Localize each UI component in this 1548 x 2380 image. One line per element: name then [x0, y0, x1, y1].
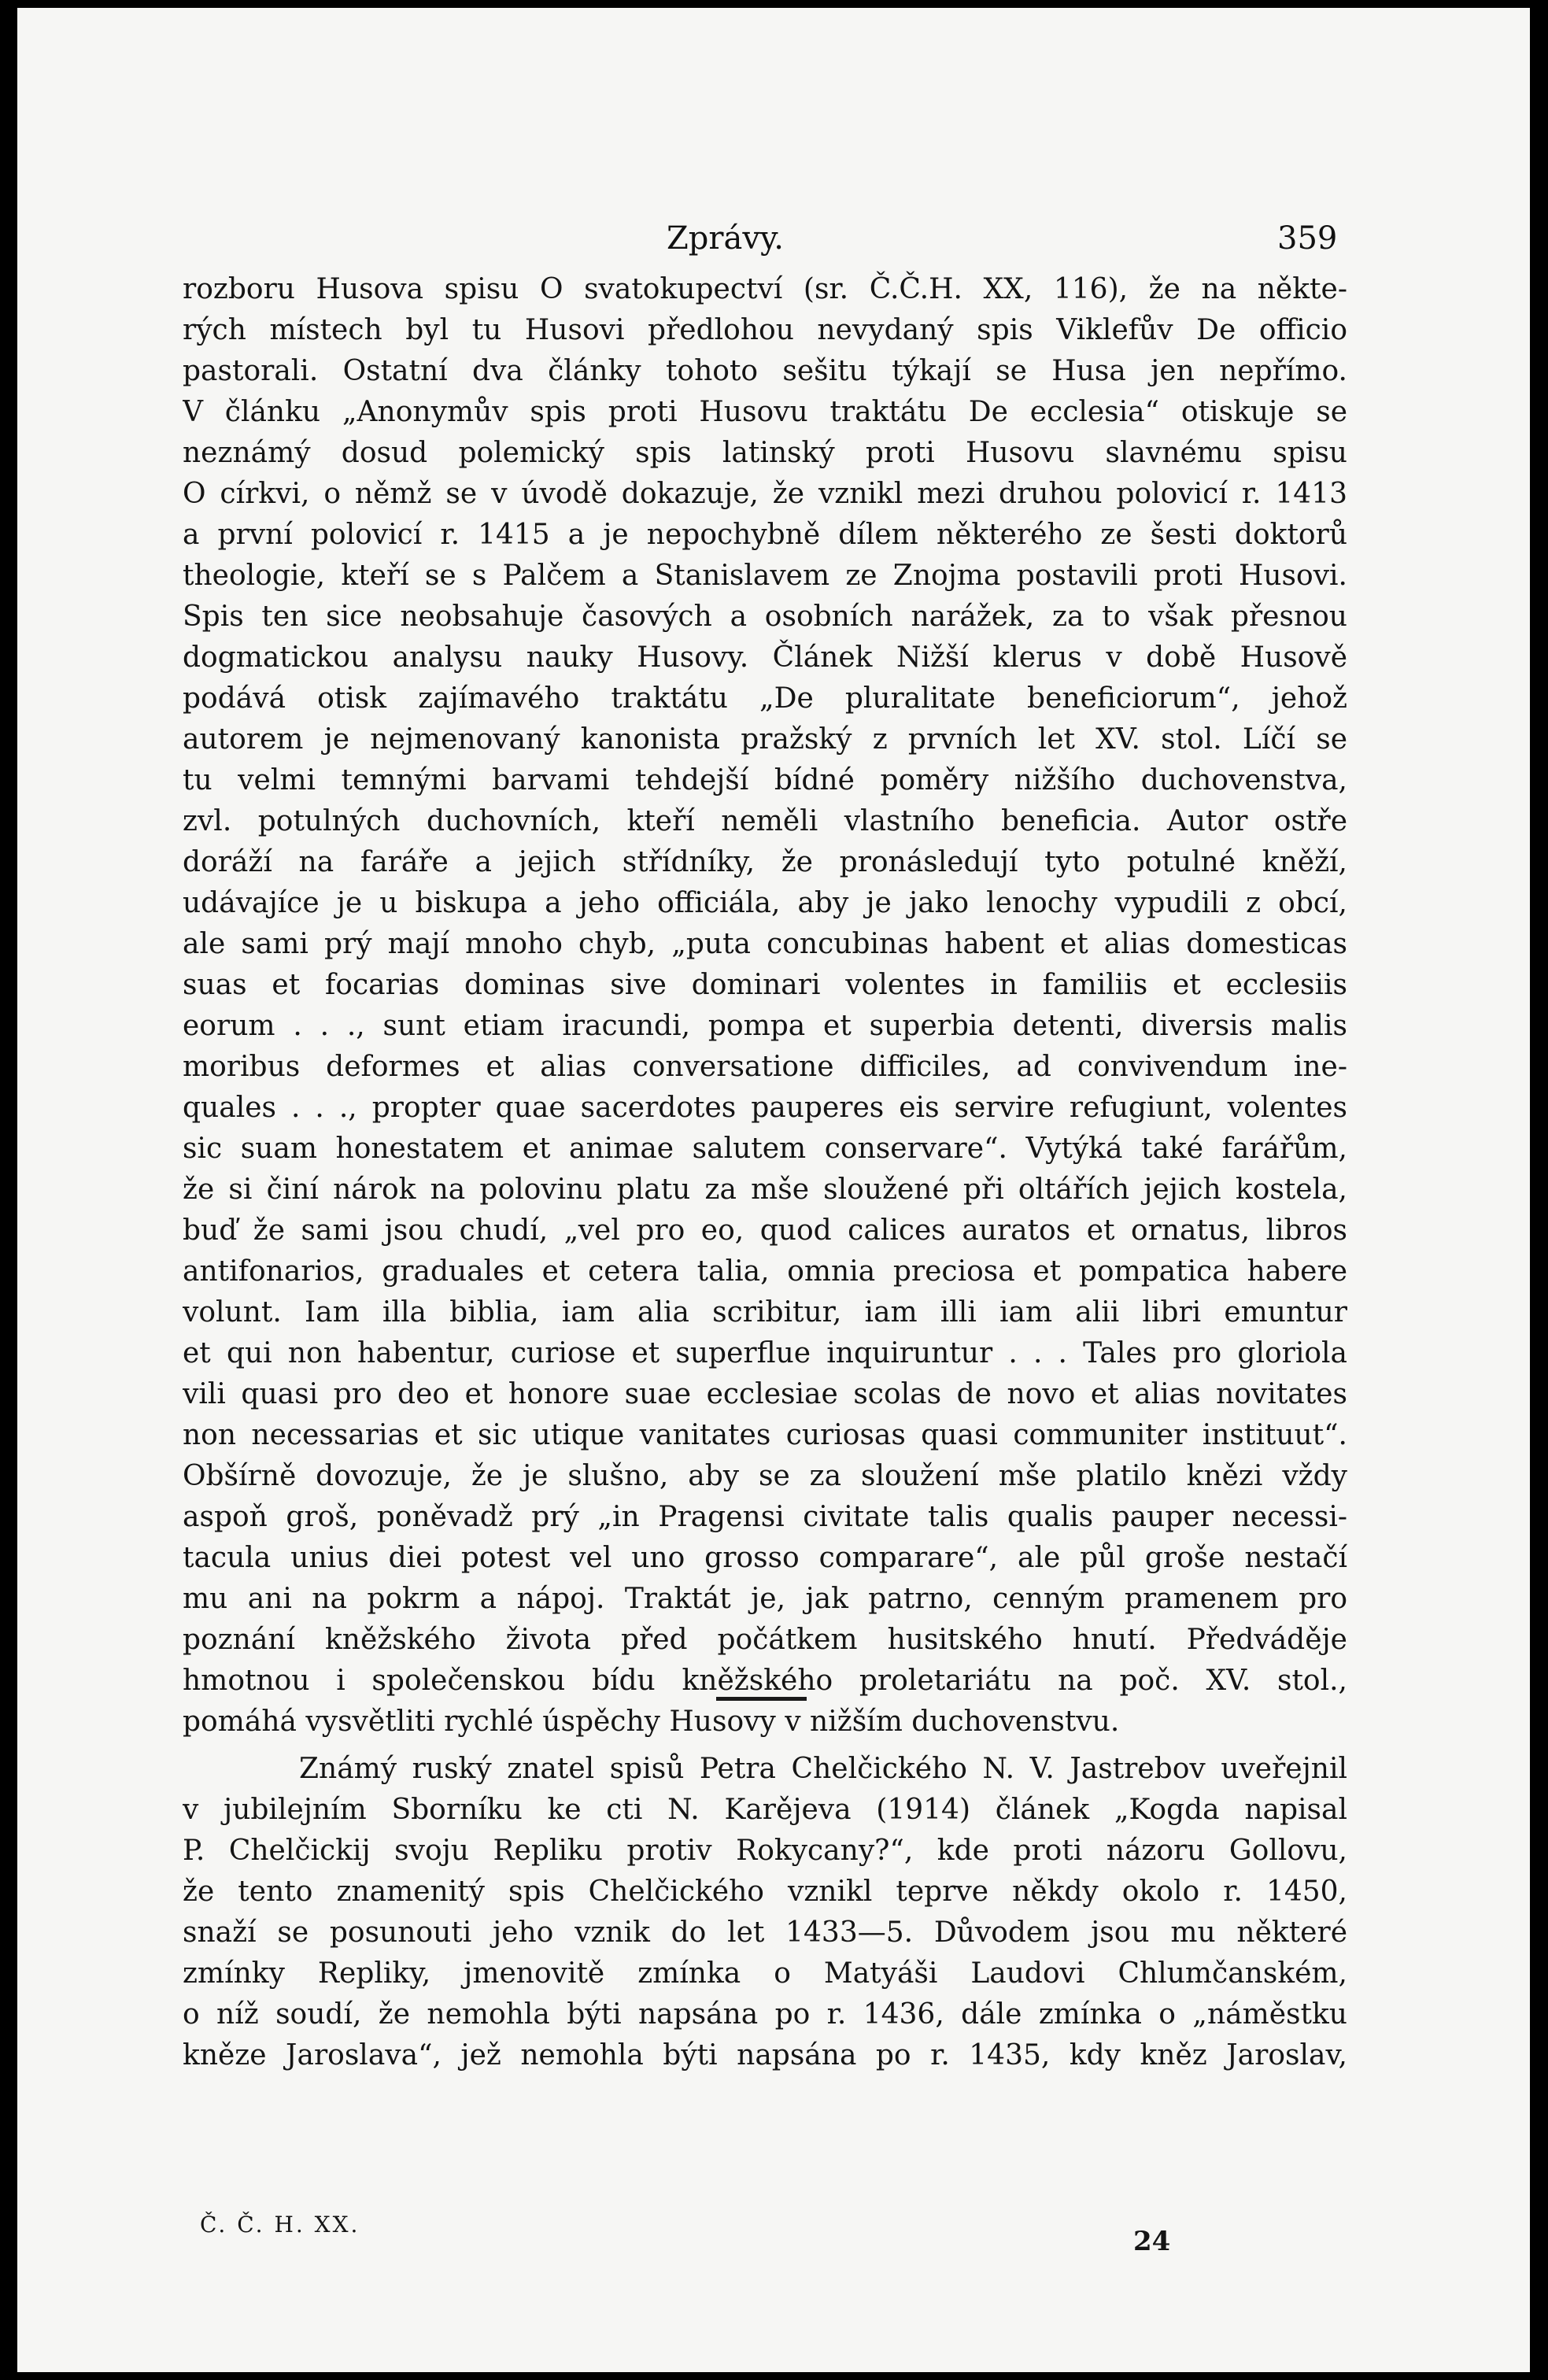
- text-line: vili quasi pro deo et honore suae ecclesiae scolas de novo et alias novitates: [183, 1378, 1347, 1410]
- text-line: že si činí nárok na polovinu platu za mše sloužené při oltářích jejich kostela,: [183, 1173, 1347, 1206]
- text-line: mu ani na pokrm a nápoj. Traktát je, jak patrno, cenným pramenem pro: [183, 1583, 1347, 1615]
- text-line: non necessarias et sic utique vanitates curiosas quasi communiter instituut“.: [183, 1419, 1347, 1451]
- text-line: zvl. potulných duchovních, kteří neměli vlastního beneficia. Autor ostře: [183, 805, 1347, 837]
- page-title: Zprávy.: [667, 220, 784, 257]
- text-line: podává otisk zajímavého traktátu „De pluralitate beneficiorum“, jehož: [183, 682, 1347, 715]
- text-line: doráží na faráře a jejich střídníky, že pronásledují tyto potulné kněží,: [183, 846, 1347, 878]
- text-line: o níž soudí, že nemohla býti napsána po r. 1436, dále zmínka o „náměstku: [183, 1998, 1347, 2031]
- text-line: tacula unius diei potest vel uno grosso comparare“, ale půl groše nestačí: [183, 1542, 1347, 1574]
- text-line: dogmatickou analysu nauky Husovy. Článek Nižší klerus v době Husově: [183, 641, 1347, 674]
- text-line: eorum . . ., sunt etiam iracundi, pompa et superbia detenti, diversis malis: [183, 1010, 1347, 1042]
- text-line: Obšírně dovozuje, že je slušno, aby se za sloužení mše platilo knězi vždy: [183, 1460, 1347, 1492]
- paragraph-1: [183, 269, 1347, 1743]
- document-page: [17, 8, 1530, 2372]
- text-line: snaží se posunouti jeho vznik do let 1433—5. Důvodem jsou mu některé: [183, 1916, 1347, 1949]
- section-divider: [716, 1697, 807, 1701]
- text-line: v jubilejním Sborníku ke cti N. Karějeva (1914) článek „Kogda napisal: [183, 1794, 1347, 1826]
- text-line: P. Chelčickij svoju Repliku protiv Rokycany?“, kde proti názoru Gollovu,: [183, 1835, 1347, 1867]
- text-line: aspoň groš, poněvadž prý „in Pragensi civitate talis qualis pauper necessi-: [183, 1501, 1347, 1533]
- paragraph-2: [183, 1749, 1347, 2076]
- text-line: pastorali. Ostatní dva články tohoto sešitu týkají se Husa jen nepřímo.: [183, 355, 1347, 387]
- text-line: ale sami prý mají mnoho chyb, „puta concubinas habent et alias domesticas: [183, 928, 1347, 960]
- text-line: rých místech byl tu Husovi předlohou nevydaný spis Viklefův De officio: [183, 314, 1347, 346]
- text-line: V článku „Anonymův spis proti Husovu traktátu De ecclesia“ otiskuje se: [183, 396, 1347, 428]
- text-line: volunt. Iam illa biblia, iam alia scribitur, iam illi iam alii libri emuntur: [183, 1296, 1347, 1329]
- text-line: poznání kněžského života před počátkem husitského hnutí. Předváděje: [183, 1624, 1347, 1656]
- text-line: pomáhá vysvětliti rychlé úspěchy Husovy v nižším duchovenstvu.: [183, 1706, 1120, 1738]
- text-line: neznámý dosud polemický spis latinský proti Husovu slavnému spisu: [183, 437, 1347, 469]
- text-line: sic suam honestatem et animae salutem conservare“. Vytýká také farářům,: [183, 1133, 1347, 1165]
- text-line: buď že sami jsou chudí, „vel pro eo, quod calices auratos et ornatus, libros: [183, 1214, 1347, 1247]
- text-line: O církvi, o němž se v úvodě dokazuje, že vznikl mezi druhou polovicí r. 1413: [183, 478, 1347, 510]
- text-line: Známý ruský znatel spisů Petra Chelčického N. V. Jastrebov uveřejnil: [299, 1753, 1347, 1785]
- text-line: suas et focarias dominas sive dominari volentes in familiis et ecclesiis: [183, 969, 1347, 1001]
- text-line: quales . . ., propter quae sacerdotes pauperes eis servire refugiunt, volentes: [183, 1092, 1347, 1124]
- text-line: antifonarios, graduales et cetera talia, omnia preciosa et pompatica habere: [183, 1255, 1347, 1288]
- signature-mark: Č. Č. H. XX.: [200, 2212, 360, 2238]
- text-line: že tento znamenitý spis Chelčického vznikl teprve někdy okolo r. 1450,: [183, 1876, 1347, 1908]
- text-line: a první polovicí r. 1415 a je nepochybně dílem některého ze šesti doktorů: [183, 519, 1347, 551]
- text-line: kněze Jaroslava“, jež nemohla býti napsána po r. 1435, kdy kněz Jaroslav,: [183, 2039, 1347, 2071]
- text-line: Spis ten sice neobsahuje časových a osobních narážek, za to však přesnou: [183, 601, 1347, 633]
- text-line: udávajíce je u biskupa a jeho officiála, aby je jako lenochy vypudili z obcí,: [183, 887, 1347, 919]
- sheet-number: 24: [1133, 2226, 1171, 2257]
- page-number: 359: [1277, 220, 1338, 257]
- text-line: theologie, kteří se s Palčem a Stanislavem ze Znojma postavili proti Husovi.: [183, 560, 1347, 592]
- text-line: moribus deformes et alias conversatione difficiles, ad convivendum ine-: [183, 1051, 1347, 1083]
- text-line: hmotnou i společenskou bídu kněžského proletariátu na poč. XV. stol.,: [183, 1665, 1347, 1697]
- text-line: et qui non habentur, curiose et superflue inquiruntur . . . Tales pro gloriola: [183, 1337, 1347, 1369]
- text-line: autorem je nejmenovaný kanonista pražský z prvních let XV. stol. Líčí se: [183, 723, 1347, 756]
- text-line: tu velmi temnými barvami tehdejší bídné poměry nižšího duchovenstva,: [183, 764, 1347, 796]
- text-line: rozboru Husova spisu O svatokupectví (sr. Č.Č.H. XX, 116), že na někte-: [183, 273, 1347, 305]
- text-line: zmínky Repliky, jmenovitě zmínka o Matyáši Laudovi Chlumčanském,: [183, 1957, 1347, 1990]
